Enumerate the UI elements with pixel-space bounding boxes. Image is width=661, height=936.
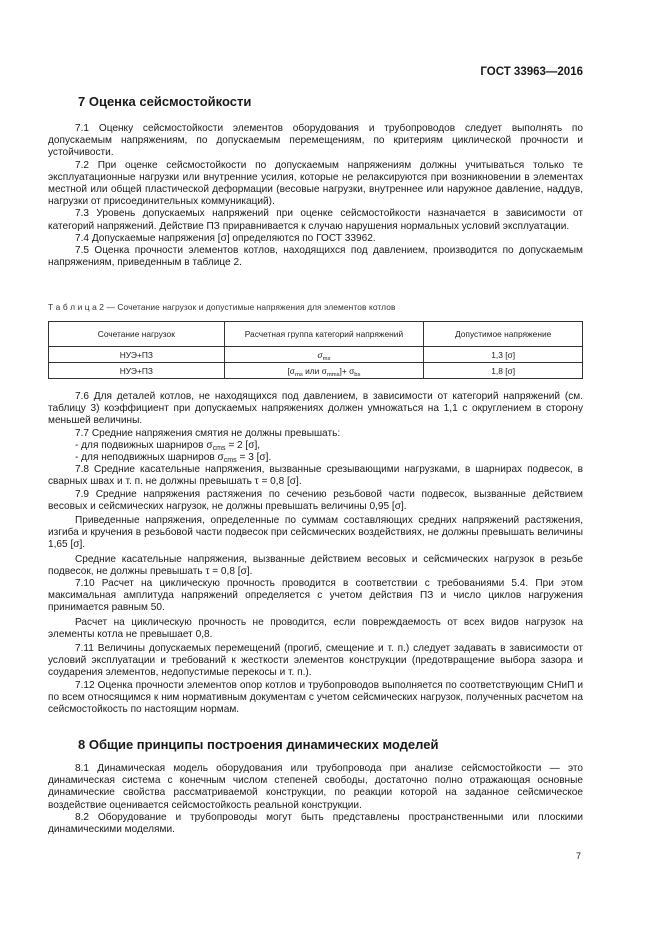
table-2	[48, 321, 583, 379]
formula-subscript: cms	[223, 457, 237, 465]
paragraph-7-11: 7.11 Величины допускаемых перемещений (прогиб, смещение и т. п.) следует задавать в зависимости от условий эксплуатации и требований к жесткости элементов конструкции (предотвращение выбора зазора и соударения элементов, недопустимые перекосы и т. п.).	[48, 643, 583, 679]
formula-subscript: cms	[212, 444, 226, 452]
formula-text: = 2 [σ],	[225, 439, 261, 451]
load-combination-cell: НУЭ+ПЗ	[49, 363, 225, 379]
paragraph-8-2: 8.2 Оборудование и трубопроводы могут быть представлены пространственными или плоскими динамическими моделями.	[48, 811, 583, 836]
stress-symbol: σ	[317, 349, 323, 360]
document-number: ГОСТ 33963—2016	[480, 66, 583, 78]
table-row	[49, 363, 583, 379]
paragraph-7-7-a	[48, 440, 583, 452]
paragraph-7-10: 7.10 Расчет на циклическую прочность проводится в соответствии с требованиями 5.4. При этом максимальная амплитуда напряжений определяется с учетом действия ПЗ и число циклов нагружения принимается равным 50.	[48, 578, 583, 614]
paragraph-7-9-c: Средние касательные напряжения, вызванные действием весовых и сейсмических нагрузок в резьбе подвесок, не должны превышать τ = 0,8 [σ].	[48, 553, 583, 577]
load-combination-cell: НУЭ+ПЗ	[49, 347, 225, 363]
section-7-body-part1	[48, 123, 583, 269]
stress-subscript: mms	[326, 371, 340, 378]
allowed-stress-cell: 1,8 [σ]	[424, 363, 583, 379]
table-header-row	[49, 322, 583, 347]
stress-subscript: ms	[294, 371, 303, 378]
paragraph-7-7: 7.7 Средние напряжения смятия не должны превышать:	[75, 427, 341, 439]
paragraph-7-1: 7.1 Оценку сейсмостойкости элементов оборудования и трубопроводов следует выполнять по допускаемым напряжениям, по допускаемым перемещениям, по критериям циклической прочности и устойчивости.	[48, 123, 583, 159]
formula-text: - для неподвижных шарниров σ	[75, 452, 224, 464]
section-8-body	[48, 763, 583, 836]
allowed-stress-cell: 1,3 [σ]	[424, 347, 583, 363]
stress-group-cell	[224, 363, 424, 379]
section-7-heading: 7 Оценка сейсмостойкости	[78, 94, 252, 109]
paragraph-7-4: 7.4 Допускаемые напряжения [σ] определяются по ГОСТ 33962.	[75, 232, 376, 244]
paragraph-7-8: 7.8 Средние касательные напряжения, вызванные срезывающими нагрузками, в шарнирах подвесок, в сварных швах и т. п. не должны превышать τ = 0,8 [σ].	[48, 464, 583, 488]
paragraph-7-9-b: Приведенные напряжения, определенные по суммам составляющих средних напряжений растяжения, изгиба и кручения в резьбовой части подвесок при сейсмических воздействиях, не должны превышать величины 1,65 [σ].	[48, 515, 583, 551]
section-7-body-part2	[48, 391, 583, 716]
stress-subscript: ms	[322, 355, 331, 362]
paragraph-7-12: 7.12 Оценка прочности элементов опор котлов и трубопроводов выполняется по соответствующим СНиП и по всем относящимся к ним нормативным документам с учетом сейсмических нагрузок, полученных расчетом на сейсмостойкость по настоящим нормам.	[48, 679, 583, 716]
table-row	[49, 347, 583, 363]
table-header-cell: Допустимое напряжение	[424, 322, 583, 347]
formula-text: - для подвижных шарниров σ	[75, 439, 213, 451]
stress-text: ]+ σ	[339, 365, 355, 376]
table-header-cell: Сочетание нагрузок	[49, 322, 225, 347]
formula-text: = 3 [σ].	[236, 452, 272, 464]
paragraph-8-1: 8.1 Динамическая модель оборудования или трубопровода при анализе сейсмостойкости — это динамическая система с конечным числом степеней свободы, достаточно полно отражающая основные динамические свойства рассматриваемой конструкции, по реакции которой на заданное сейсмическое воздействие оценивается сейсмостойкость реальной конструкции.	[48, 763, 583, 811]
table-header-cell: Расчетная группа категорий напряжений	[224, 322, 424, 347]
paragraph-7-9: 7.9 Средние напряжения растяжения по сечению резьбовой части подвесок, вызванные действием весовых и сейсмических нагрузок, не должны превышать величины 0,95 [σ].	[48, 488, 583, 512]
paragraph-7-3: 7.3 Уровень допускаемых напряжений при оценке сейсмостойкости назначается в зависимости от категорий напряжений. Действие ПЗ приравнивается к случаю нарушения нормальных условий эксплуатации.	[48, 208, 583, 232]
paragraph-7-2: 7.2 При оценке сейсмостойкости по допускаемым напряжениям должны учитываться только те эксплуатационные нагрузки или внутренние усилия, которые не релаксируются при возникновении в элементах местной или общей пластической деформации (весовые нагрузки, внутреннее или наружное давление, наддув, нагрузки от присоединительных коммуникаций).	[48, 159, 583, 208]
page-number: 7	[575, 851, 581, 861]
section-8-heading: 8 Общие принципы построения динамических моделей	[78, 737, 439, 752]
stress-symbol: [σ	[287, 365, 295, 376]
table-2-caption: Т а б л и ц а 2 — Сочетание нагрузок и допустимые напряжения для элементов котлов	[48, 302, 396, 312]
stress-text: или σ	[302, 365, 327, 376]
paragraph-7-7-b	[48, 452, 583, 464]
paragraph-7-10-b: Расчет на циклическую прочность не проводится, если повреждаемость от всех видов нагрузок на элементы котла не превышает 0,8.	[48, 616, 583, 640]
stress-subscript: bs	[354, 371, 361, 378]
paragraph-7-5: 7.5 Оценка прочности элементов котлов, находящихся под давлением, производится по допускаемым напряжениям, приведенным в таблице 2.	[48, 245, 583, 269]
stress-group-cell	[224, 347, 424, 363]
paragraph-7-6: 7.6 Для деталей котлов, не находящихся под давлением, в зависимости от категорий напряжений (см. таблицу 3) коэффициент при допускаемых напряжениях должен умножаться на 1,1 с округлением в сторону меньшей величины.	[48, 391, 583, 427]
